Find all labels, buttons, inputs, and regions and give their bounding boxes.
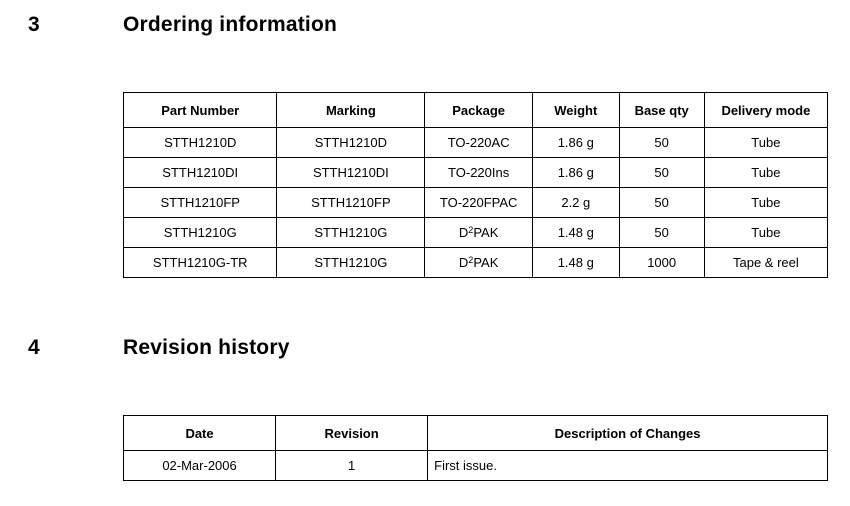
table-header — [124, 416, 828, 451]
table-cell: STTH1210G — [277, 218, 425, 248]
section-title: Revision history — [123, 336, 290, 359]
column-header: Revision — [276, 416, 428, 451]
table-cell: STTH1210D — [124, 128, 277, 158]
table-cell: STTH1210DI — [277, 158, 425, 188]
table-header-row — [124, 416, 828, 451]
section-heading-ordering — [28, 12, 828, 38]
table-cell: TO-220Ins — [425, 158, 533, 188]
column-header: Weight — [533, 93, 620, 128]
table-cell: First issue. — [428, 451, 828, 481]
table-row — [124, 218, 828, 248]
column-header: Date — [124, 416, 276, 451]
table-cell: STTH1210G — [124, 218, 277, 248]
table-cell: Tube — [704, 128, 827, 158]
table-cell: STTH1210G-TR — [124, 248, 277, 278]
table-cell: 02-Mar-2006 — [124, 451, 276, 481]
section-number: 3 — [28, 13, 40, 36]
table-cell: Tube — [704, 188, 827, 218]
column-header: Description of Changes — [428, 416, 828, 451]
column-header: Part Number — [124, 93, 277, 128]
table-cell: TO-220AC — [425, 128, 533, 158]
table-body — [124, 128, 828, 278]
section-heading-revision — [28, 335, 828, 361]
table-row — [124, 451, 828, 481]
table-cell: 1000 — [619, 248, 704, 278]
table-row — [124, 188, 828, 218]
table-cell: STTH1210FP — [277, 188, 425, 218]
table-cell: STTH1210D — [277, 128, 425, 158]
table-cell: 1 — [276, 451, 428, 481]
table-cell: 1.86 g — [533, 158, 620, 188]
table-cell: Tube — [704, 158, 827, 188]
table-cell: 1.86 g — [533, 128, 620, 158]
table-cell: 50 — [619, 128, 704, 158]
column-header: Delivery mode — [704, 93, 827, 128]
ordering-information-table — [123, 92, 828, 278]
table-header-row — [124, 93, 828, 128]
table-cell: 50 — [619, 158, 704, 188]
table-cell: 50 — [619, 218, 704, 248]
table-row — [124, 128, 828, 158]
table-cell: STTH1210G — [277, 248, 425, 278]
table-cell: 1.48 g — [533, 218, 620, 248]
table-cell: 2.2 g — [533, 188, 620, 218]
section-number: 4 — [28, 336, 40, 359]
column-header: Marking — [277, 93, 425, 128]
revision-history-table — [123, 415, 828, 481]
table-cell: TO-220FPAC — [425, 188, 533, 218]
table-cell: 1.48 g — [533, 248, 620, 278]
table-cell: STTH1210FP — [124, 188, 277, 218]
column-header: Base qty — [619, 93, 704, 128]
table-cell: 50 — [619, 188, 704, 218]
table-cell: Tube — [704, 218, 827, 248]
table-cell: STTH1210DI — [124, 158, 277, 188]
section-title: Ordering information — [123, 13, 337, 36]
table-header — [124, 93, 828, 128]
table-cell: $D^2PAK$ — [425, 248, 533, 278]
table-row — [124, 158, 828, 188]
table-cell: $D^2PAK$ — [425, 218, 533, 248]
table-cell: Tape & reel — [704, 248, 827, 278]
column-header: Package — [425, 93, 533, 128]
table-body — [124, 451, 828, 481]
table-row — [124, 248, 828, 278]
